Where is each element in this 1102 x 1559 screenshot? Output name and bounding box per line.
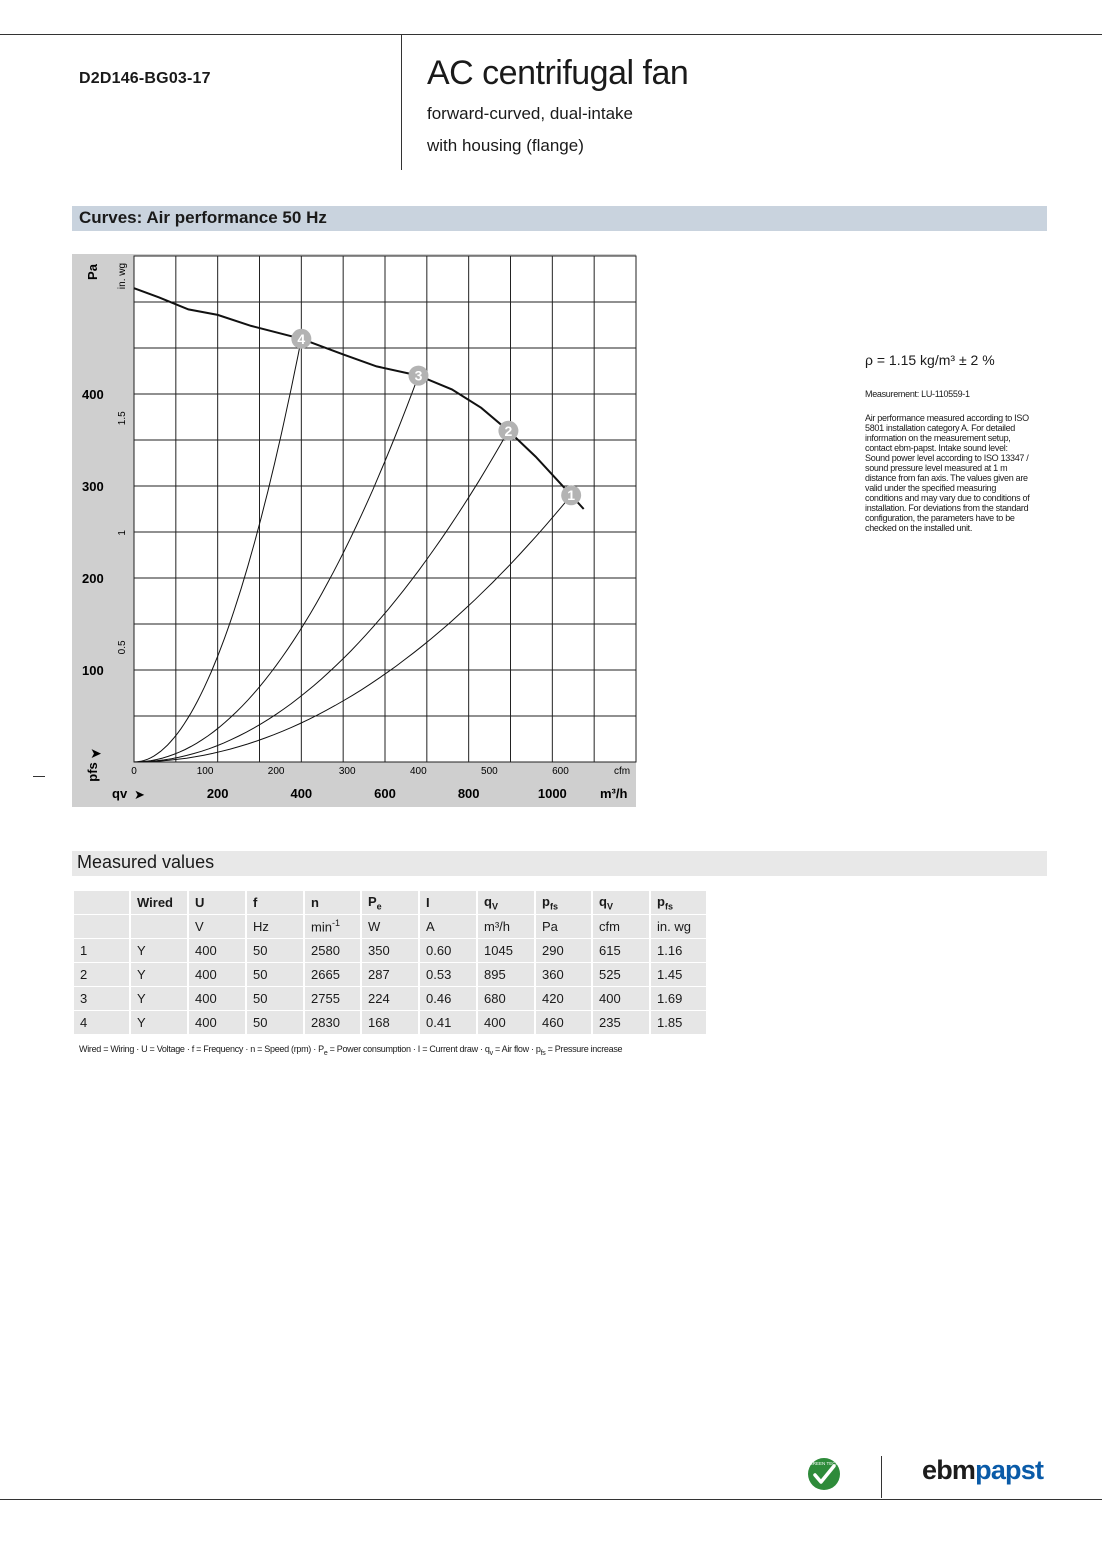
table-cell: 2830 bbox=[305, 1011, 360, 1034]
table-cell: 50 bbox=[247, 963, 303, 986]
table-cell: 0.53 bbox=[420, 963, 476, 986]
air-density: ρ = 1.15 kg/m³ ± 2 % bbox=[865, 352, 995, 368]
table-row bbox=[74, 987, 706, 1010]
bottom-rule bbox=[0, 1499, 1102, 1500]
table-cell: 0.46 bbox=[420, 987, 476, 1010]
table-cell: 3 bbox=[74, 987, 129, 1010]
x-tick-label-cfm: 300 bbox=[338, 766, 356, 777]
table-cell: Y bbox=[131, 987, 187, 1010]
header-cell: $q_V$ bbox=[478, 891, 534, 914]
table-cell: 50 bbox=[247, 1011, 303, 1034]
x-axis-arrow-icon: ➤ bbox=[134, 788, 145, 803]
table-cell: 525 bbox=[593, 963, 649, 986]
table-cell: 420 bbox=[536, 987, 591, 1010]
table-cell: 2580 bbox=[305, 939, 360, 962]
table-cell: 290 bbox=[536, 939, 591, 962]
x-tick-label-cfm: 500 bbox=[481, 766, 498, 777]
header-cell: $p_{fs}$ bbox=[536, 891, 591, 914]
table-row bbox=[74, 963, 706, 986]
table-cell: 1.45 bbox=[651, 963, 706, 986]
x-tick-label-m3h: 600 bbox=[374, 786, 396, 801]
brand-logo: ebmpapst bbox=[922, 1455, 1044, 1485]
operating-point-label: 3 bbox=[414, 367, 423, 384]
x-tick-label-m3h: 800 bbox=[457, 786, 480, 801]
table-cell: 400 bbox=[478, 1011, 534, 1034]
header-cell: U bbox=[189, 891, 245, 914]
table-row bbox=[74, 1011, 706, 1034]
unit-cell: in. wg bbox=[651, 915, 706, 938]
x-tick-label-m3h: 200 bbox=[206, 786, 229, 801]
product-title: AC centrifugal fan bbox=[427, 54, 689, 92]
table-cell: 400 bbox=[189, 963, 245, 986]
footer-divider bbox=[881, 1456, 882, 1498]
unit-cell: m³/h bbox=[478, 915, 534, 938]
unit-cell: Hz bbox=[247, 915, 303, 938]
table-cell: 1.69 bbox=[651, 987, 706, 1010]
table-header-row bbox=[74, 891, 706, 914]
unit-cell bbox=[74, 915, 129, 938]
table-cell: 2 bbox=[74, 963, 129, 986]
table-cell: 287 bbox=[362, 963, 418, 986]
table-cell: 1 bbox=[74, 939, 129, 962]
table-unit-row bbox=[74, 915, 706, 938]
y-tick-label-pa: 100 bbox=[82, 663, 104, 678]
table-cell: 400 bbox=[189, 1011, 245, 1034]
table-cell: 0.60 bbox=[420, 939, 476, 962]
model-number: D2D146-BG03-17 bbox=[79, 70, 211, 87]
table-cell: 50 bbox=[247, 987, 303, 1010]
unit-cell: $\min^{-1}$ bbox=[305, 915, 360, 938]
badge-text: GREEN TECH bbox=[809, 1461, 839, 1466]
table-cell: 224 bbox=[362, 987, 418, 1010]
table-row bbox=[74, 939, 706, 962]
header-cell: $p_{fs}$ bbox=[651, 891, 706, 914]
header-cell: n bbox=[305, 891, 360, 914]
y-tick-label-pa: 300 bbox=[82, 479, 104, 494]
table-cell: 400 bbox=[189, 939, 245, 962]
y-unit-pa: Pa bbox=[85, 264, 100, 280]
table-cell: 350 bbox=[362, 939, 418, 962]
table-cell: 50 bbox=[247, 939, 303, 962]
unit-cell: W bbox=[362, 915, 418, 938]
unit-cell: Pa bbox=[536, 915, 591, 938]
y-axis-arrow-icon: ➤ bbox=[90, 746, 102, 762]
table-cell: 0.41 bbox=[420, 1011, 476, 1034]
table-cell: Y bbox=[131, 1011, 187, 1034]
table-cell: 360 bbox=[536, 963, 591, 986]
y-unit-inwg: in. wg bbox=[117, 262, 128, 290]
x-tick-label-cfm: 400 bbox=[409, 766, 427, 777]
unit-cell bbox=[131, 915, 187, 938]
unit-cell: V bbox=[189, 915, 245, 938]
x-tick-label-cfm: 100 bbox=[196, 766, 214, 777]
y-tick-label-inwg: 0.5 bbox=[117, 640, 128, 655]
x-tick-label-cfm: 600 bbox=[552, 766, 569, 777]
table-legend: Wired = Wiring · U = Voltage · f = Frequency · n = Speed $(rpm) \cdot P_e$ = Power consumption · I = Current draw · $q_v$ = Air flow · $p_{fs}$ = Pressure increase bbox=[79, 1044, 623, 1057]
y-tick-label-pa: 200 bbox=[82, 571, 104, 586]
y-tick-label-inwg: 1.5 bbox=[117, 411, 128, 426]
table-cell: 1.16 bbox=[651, 939, 706, 962]
table-cell: 680 bbox=[478, 987, 534, 1010]
operating-point-label: 2 bbox=[504, 422, 513, 439]
unit-cell: cfm bbox=[593, 915, 649, 938]
table-cell: 400 bbox=[593, 987, 649, 1010]
y-axis-label-pfs: pfs bbox=[85, 762, 100, 782]
operating-point-label: 4 bbox=[297, 330, 306, 347]
table-cell: 235 bbox=[593, 1011, 649, 1034]
x-tick-label-m3h: 1000 bbox=[537, 786, 567, 801]
header-cell: Wired bbox=[131, 891, 187, 914]
table-cell: 1045 bbox=[478, 939, 534, 962]
header-cell: $P_e$ bbox=[362, 891, 418, 914]
table-cell: 1.85 bbox=[651, 1011, 706, 1034]
header-cell bbox=[74, 891, 129, 914]
x-tick-label-cfm: 0 bbox=[131, 766, 137, 777]
y-tick-label-pa: 400 bbox=[82, 387, 104, 402]
measured-values-band bbox=[72, 851, 1047, 876]
table-cell: 400 bbox=[189, 987, 245, 1010]
header-cell: I bbox=[420, 891, 476, 914]
x-unit-cfm: cfm bbox=[614, 766, 631, 777]
table-cell: 2755 bbox=[305, 987, 360, 1010]
y-tick-label-inwg: 1 bbox=[117, 530, 128, 536]
x-tick-label-cfm: 200 bbox=[267, 766, 285, 777]
table-cell: 460 bbox=[536, 1011, 591, 1034]
x-axis-label-qv: qv bbox=[112, 786, 128, 801]
table-cell: 615 bbox=[593, 939, 649, 962]
table-cell: 895 bbox=[478, 963, 534, 986]
curves-section-heading: Curves: Air performance 50 Hz bbox=[79, 208, 327, 227]
table-cell: Y bbox=[131, 963, 187, 986]
operating-point-label: 1 bbox=[567, 487, 576, 504]
green-tech-badge bbox=[806, 1456, 842, 1492]
table-cell: 4 bbox=[74, 1011, 129, 1034]
measurement-id: Measurement: LU-110559-1 bbox=[865, 389, 970, 399]
header-cell: f bbox=[247, 891, 303, 914]
table-cell: 168 bbox=[362, 1011, 418, 1034]
product-subtitle-2: with housing (flange) bbox=[427, 136, 584, 155]
unit-cell: A bbox=[420, 915, 476, 938]
table-cell: Y bbox=[131, 939, 187, 962]
x-unit-m3h: m³/h bbox=[600, 786, 628, 801]
measured-values-table bbox=[72, 890, 708, 1035]
header-cell: $q_V$ bbox=[593, 891, 649, 914]
measured-values-heading: Measured values bbox=[77, 852, 215, 872]
x-tick-label-m3h: 400 bbox=[290, 786, 313, 801]
table-cell: 2665 bbox=[305, 963, 360, 986]
product-subtitle-1: forward-curved, dual-intake bbox=[427, 104, 633, 123]
measurement-notes: Air performance measured according to ISO 5801 installation category A. For detailed information on the measurement setup, contact ebm-papst. Intake sound level: Sound power level according to ISO 13347 / sound pressure level measured at 1 m distance from fan axis. The values given are valid under the specified measuring conditions and may vary due to conditions of installation. For deviations from the standard configuration, the parameters have to be checked on the installed unit. bbox=[865, 413, 1030, 533]
